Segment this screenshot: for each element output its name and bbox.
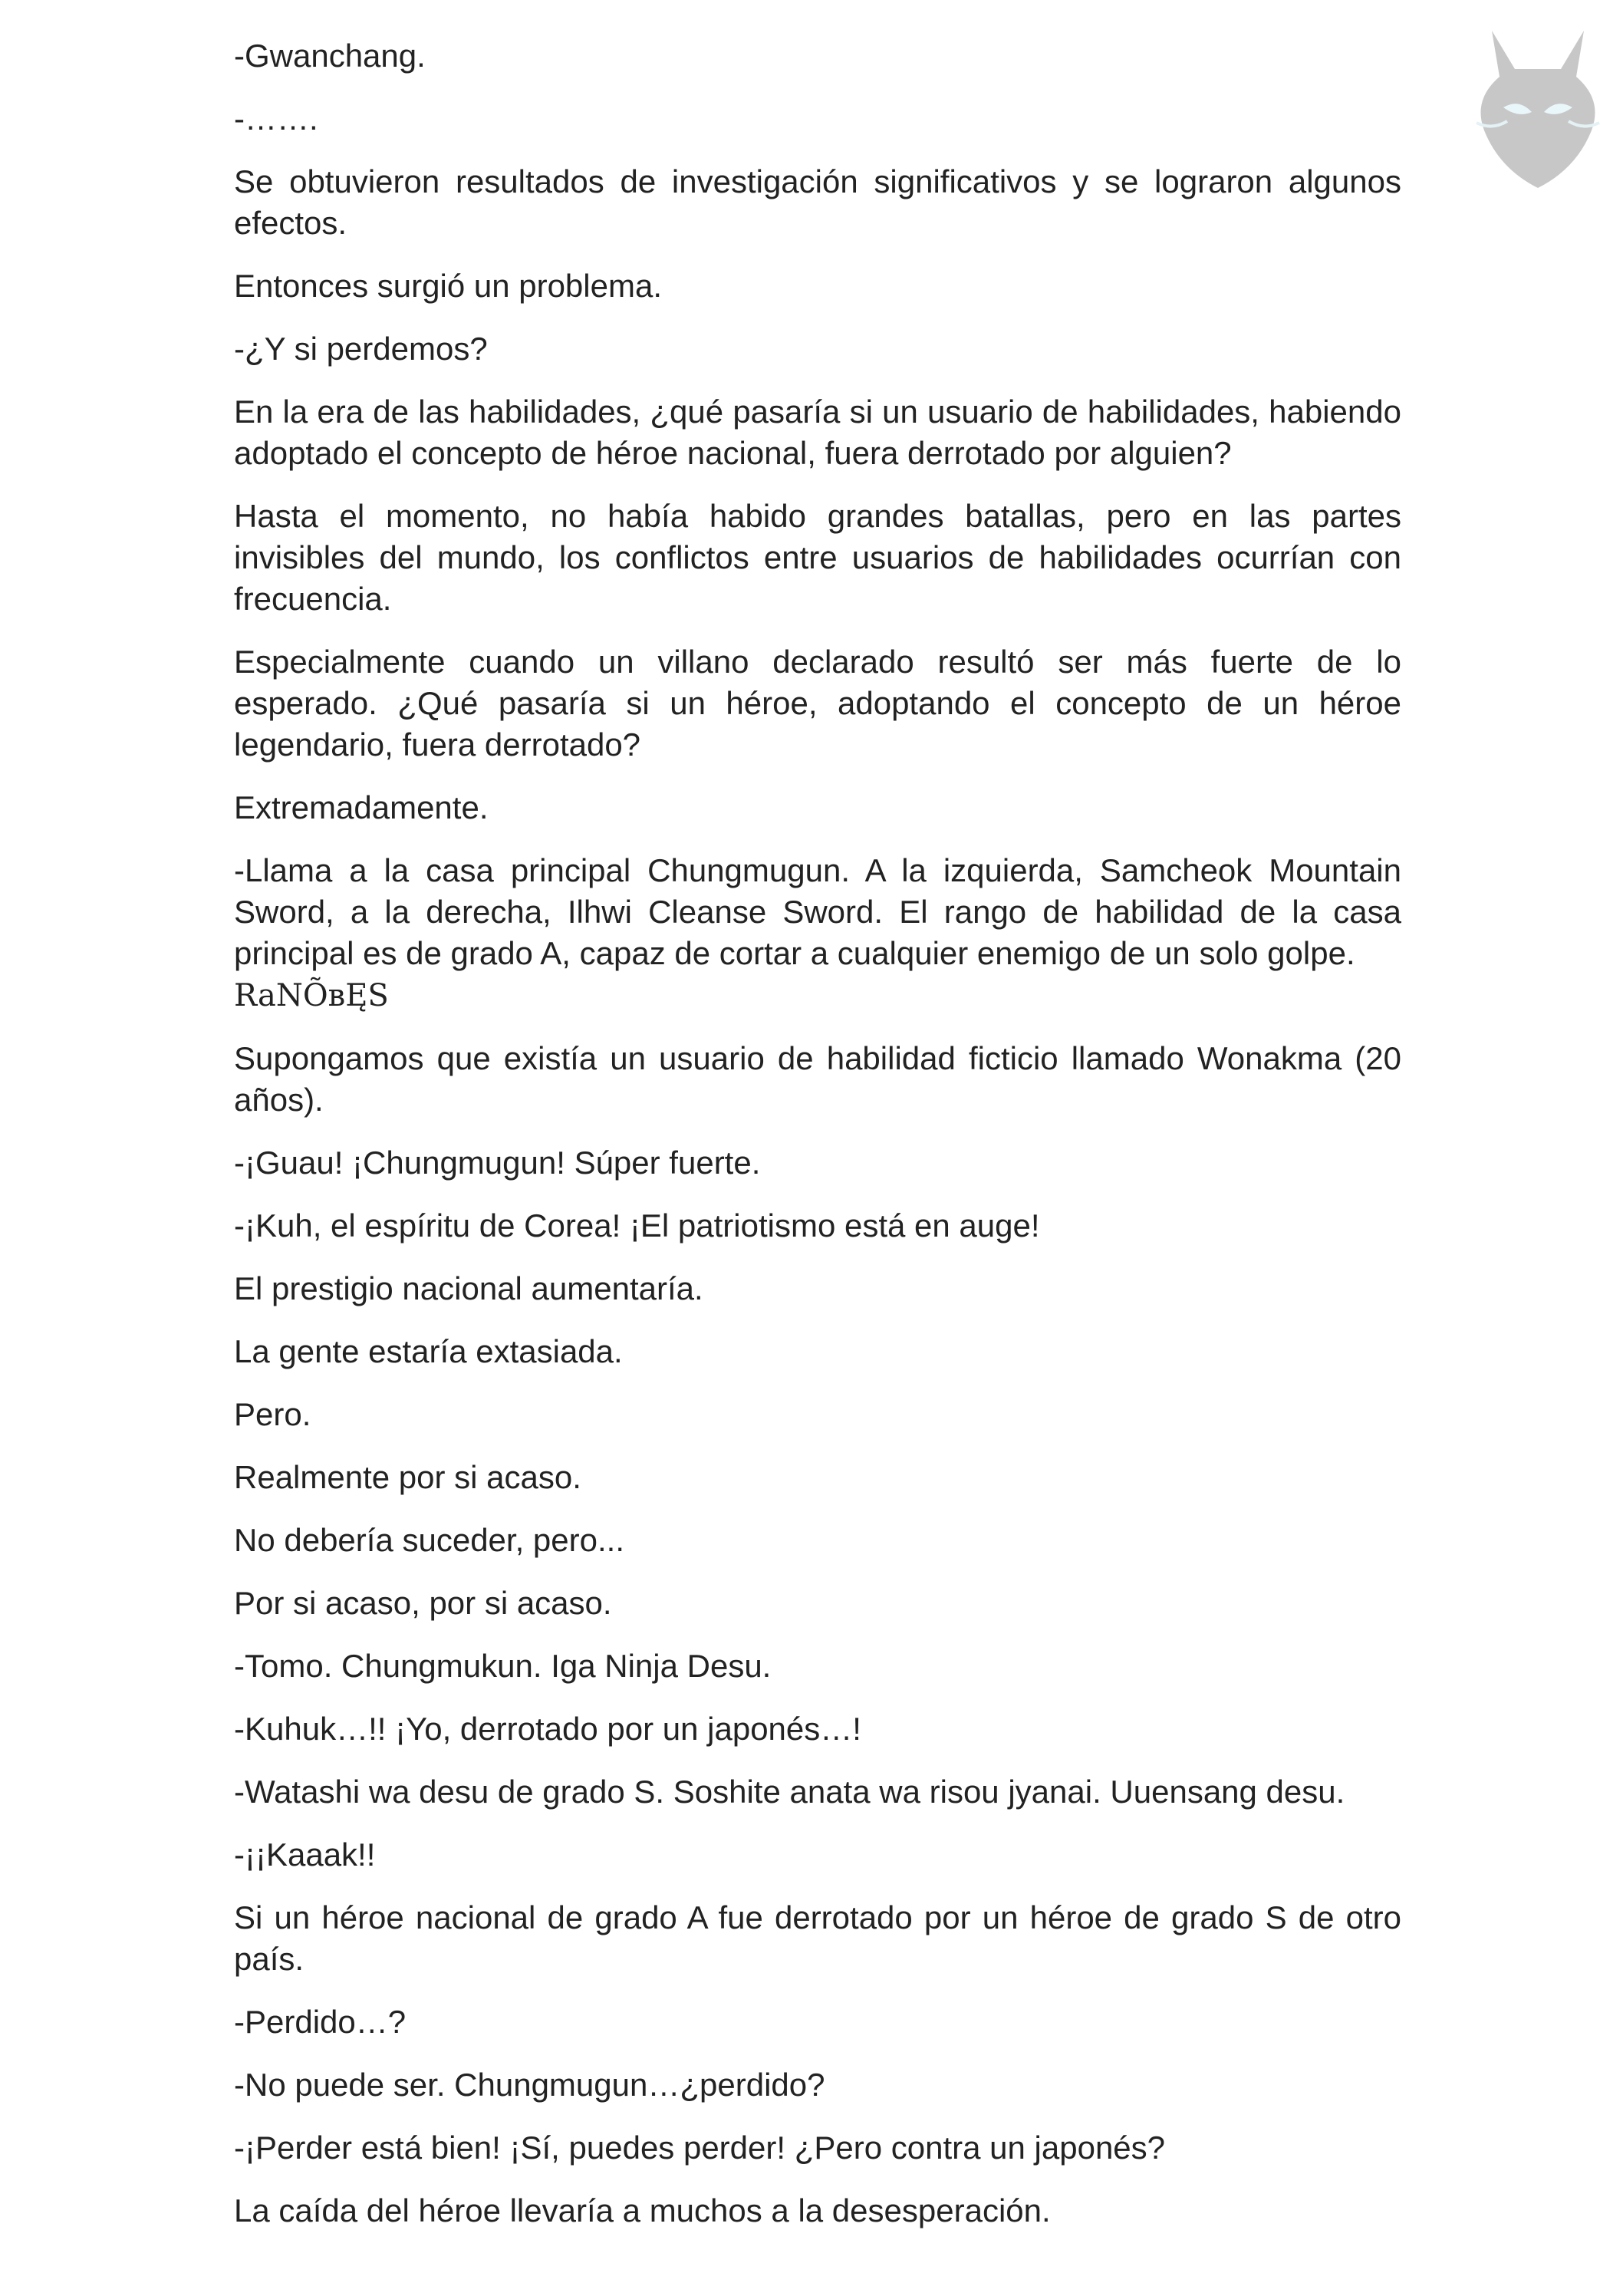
paragraph-23: -¡¡Kaaak!!	[234, 1836, 376, 1873]
paragraph-4: Entonces surgió un problema.	[234, 268, 662, 304]
paragraph-19: Por si acaso, por si acaso.	[234, 1585, 612, 1621]
paragraph-13: -¡Kuh, el espíritu de Corea! ¡El patriotismo está en auge!	[234, 1207, 1040, 1244]
paragraph-10: -Llama a la casa principal Chungmugun. A la izquierda, Samcheok Mountain Sword, a la derecha, Ilhwi Cleanse Sword. El rango de habilidad de la casa principal es de grado A, capaz de cortar a cualquier enemigo de un solo golpe.	[234, 852, 1401, 971]
paragraph-11: Supongamos que existía un usuario de habilidad ficticio llamado Wonakma (20 años).	[234, 1040, 1401, 1118]
paragraph-16: Pero.	[234, 1396, 311, 1432]
demon-head-icon	[1461, 15, 1615, 192]
paragraph-27: -¡Perder está bien! ¡Sí, puedes perder! ¿Pero contra un japonés?	[234, 2130, 1166, 2166]
inline-watermark: RaNÕʙĘS	[234, 978, 389, 1013]
paragraph-1: -Gwanchang.	[234, 38, 426, 74]
paragraph-18: No debería suceder, pero...	[234, 1522, 624, 1558]
paragraph-17: Realmente por si acaso.	[234, 1459, 581, 1495]
paragraph-25: -Perdido…?	[234, 2004, 407, 2040]
paragraph-24: Si un héroe nacional de grado A fue derrotado por un héroe de grado S de otro país.	[234, 1899, 1401, 1977]
paragraph-8: Especialmente cuando un villano declarado resultó ser más fuerte de lo esperado. ¿Qué pasaría si un héroe, adoptando el concepto de un héroe legendario, fuera derrotado?	[234, 644, 1401, 763]
paragraph-2: -…….	[234, 100, 318, 137]
paragraph-26: -No puede ser. Chungmugun…¿perdido?	[234, 2067, 825, 2103]
paragraph-22: -Watashi wa desu de grado S. Soshite anata wa risou jyanai. Uuensang desu.	[234, 1774, 1345, 1810]
paragraph-15: La gente estaría extasiada.	[234, 1333, 623, 1369]
paragraph-14: El prestigio nacional aumentaría.	[234, 1270, 703, 1306]
paragraph-21: -Kuhuk…!! ¡Yo, derrotado por un japonés…!	[234, 1711, 861, 1747]
document-body	[234, 35, 1401, 2253]
paragraph-7: Hasta el momento, no había habido grandes batallas, pero en las partes invisibles del mundo, los conflictos entre usuarios de habilidades ocurrían con frecuencia.	[234, 498, 1401, 617]
paragraph-10-block	[234, 850, 1401, 1016]
paragraph-6: En la era de las habilidades, ¿qué pasaría si un usuario de habilidades, habiendo adoptado el concepto de héroe nacional, fuera derrotado por alguien?	[234, 394, 1401, 471]
paragraph-3: Se obtuvieron resultados de investigación significativos y se lograron algunos efectos.	[234, 163, 1401, 241]
paragraph-9: Extremadamente.	[234, 789, 489, 825]
paragraph-28: La caída del héroe llevaría a muchos a la desesperación.	[234, 2192, 1051, 2228]
paragraph-20: -Tomo. Chungmukun. Iga Ninja Desu.	[234, 1648, 772, 1684]
paragraph-12: -¡Guau! ¡Chungmugun! Súper fuerte.	[234, 1145, 761, 1181]
paragraph-5: -¿Y si perdemos?	[234, 331, 488, 367]
